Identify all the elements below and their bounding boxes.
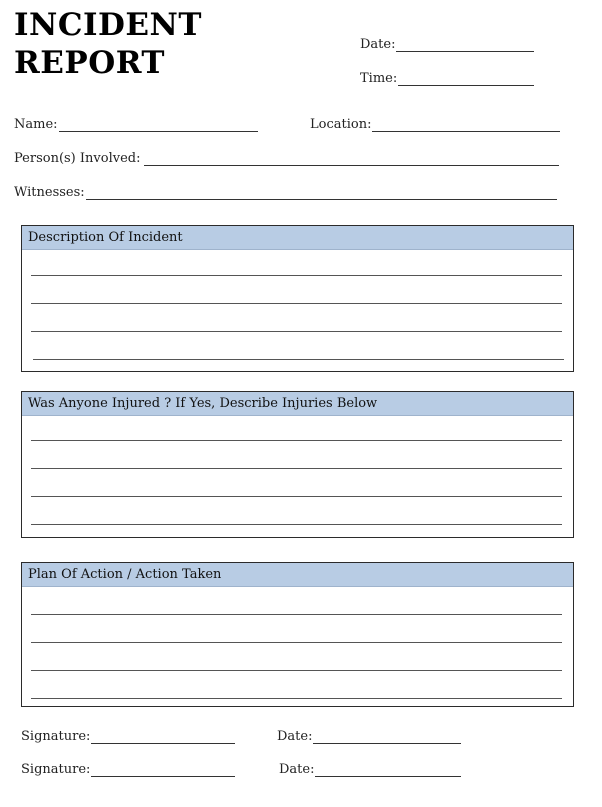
- description-line[interactable]: [31, 331, 562, 332]
- header-date-field[interactable]: [360, 37, 534, 52]
- description-section-header: Description Of Incident: [22, 226, 573, 250]
- name-label: Name:: [14, 117, 58, 132]
- action-line[interactable]: [31, 698, 562, 699]
- action-section-header: Plan Of Action / Action Taken: [22, 563, 573, 587]
- description-line[interactable]: [31, 275, 562, 276]
- witnesses-field[interactable]: [14, 185, 557, 200]
- signature-line-2[interactable]: [91, 764, 235, 777]
- signature-date-field-1[interactable]: [277, 729, 461, 744]
- signature-label-2: Signature:: [21, 762, 91, 777]
- action-line[interactable]: [31, 614, 562, 615]
- action-section: [21, 562, 574, 707]
- witnesses-line[interactable]: [86, 187, 557, 200]
- action-line[interactable]: [31, 642, 562, 643]
- description-line[interactable]: [31, 303, 562, 304]
- header-date-line[interactable]: [396, 39, 534, 52]
- signature-date-label-1: Date:: [277, 729, 313, 744]
- header-time-label: Time:: [360, 71, 398, 86]
- injuries-section: [21, 391, 574, 538]
- header-date-label: Date:: [360, 37, 396, 52]
- injuries-line[interactable]: [31, 524, 562, 525]
- name-line[interactable]: [59, 119, 258, 132]
- title-line-2: REPORT: [14, 45, 165, 81]
- signature-date-label-2: Date:: [279, 762, 315, 777]
- witnesses-label: Witnesses:: [14, 185, 85, 200]
- signature-line-1[interactable]: [91, 731, 235, 744]
- persons-involved-label: Person(s) Involved:: [14, 151, 141, 166]
- header-time-field[interactable]: [360, 71, 534, 86]
- injuries-line[interactable]: [31, 496, 562, 497]
- description-line[interactable]: [33, 359, 564, 360]
- signature-date-line-1[interactable]: [313, 731, 461, 744]
- page-title: [14, 6, 202, 82]
- signature-label-1: Signature:: [21, 729, 91, 744]
- description-section: [21, 225, 574, 372]
- signature-field-2[interactable]: [21, 762, 235, 777]
- title-line-1: INCIDENT: [14, 7, 202, 43]
- location-line[interactable]: [372, 119, 560, 132]
- action-line[interactable]: [31, 670, 562, 671]
- location-label: Location:: [310, 117, 372, 132]
- location-field[interactable]: [310, 117, 560, 132]
- signature-date-field-2[interactable]: [279, 762, 461, 777]
- injuries-section-header: Was Anyone Injured ? If Yes, Describe Injuries Below: [22, 392, 573, 416]
- signature-date-line-2[interactable]: [315, 764, 461, 777]
- persons-involved-field[interactable]: [14, 151, 559, 166]
- persons-involved-line[interactable]: [144, 153, 559, 166]
- header-time-line[interactable]: [398, 73, 534, 86]
- injuries-line[interactable]: [31, 468, 562, 469]
- injuries-line[interactable]: [31, 440, 562, 441]
- signature-field-1[interactable]: [21, 729, 235, 744]
- name-field[interactable]: [14, 117, 258, 132]
